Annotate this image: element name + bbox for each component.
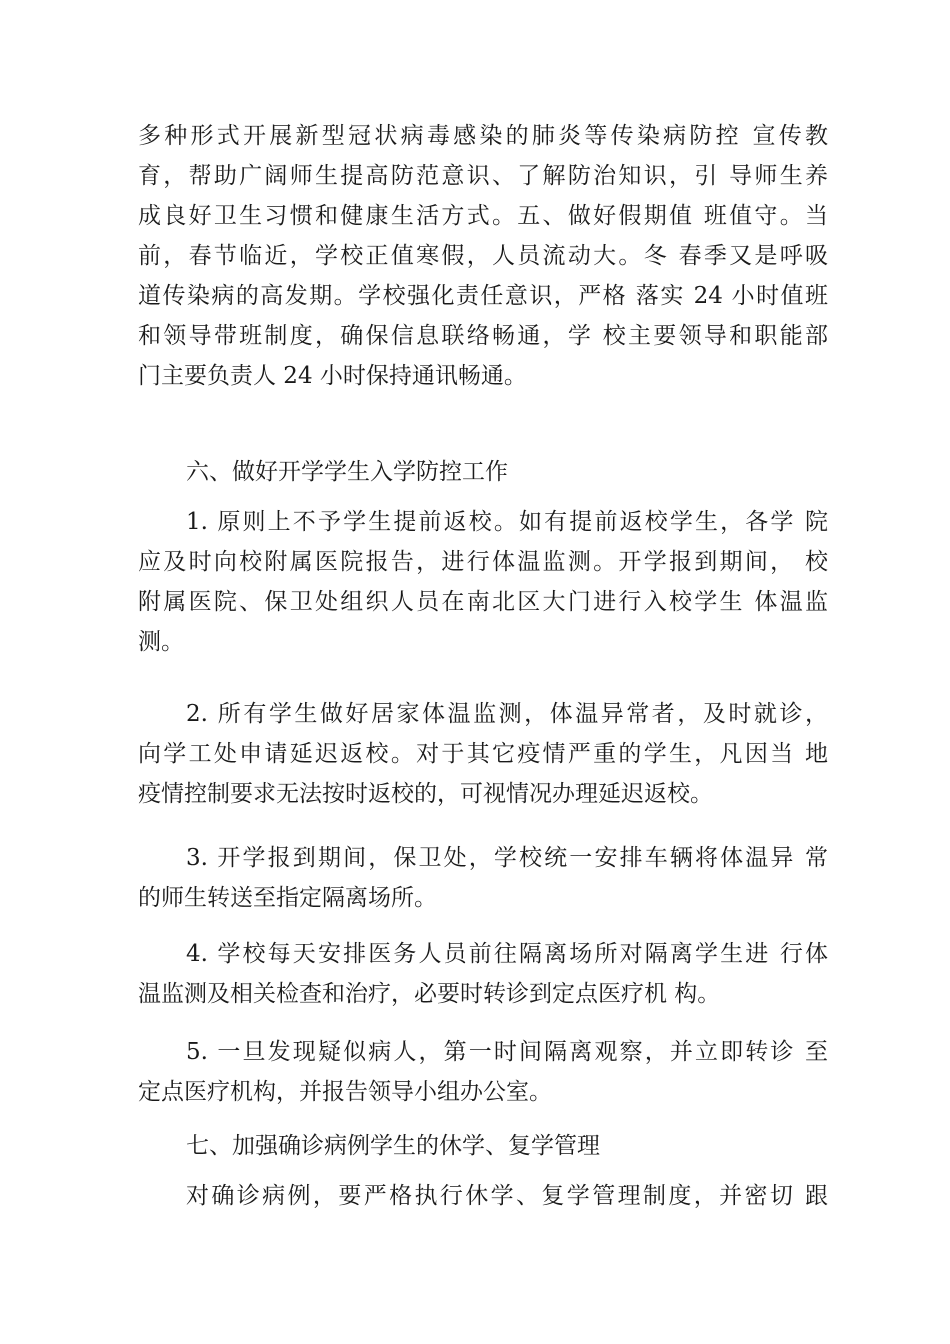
text-line: 5. 一旦发现疑似病人，第一时间隔离观察，并立即转诊 至: [186, 1039, 828, 1065]
text-line: 应及时向校附属医院报告，进行体温监测。开学报到期间， 校: [138, 549, 828, 575]
paragraph-item-3: [138, 838, 828, 918]
paragraph-item-5: [138, 1032, 828, 1112]
section-heading-six: [138, 452, 828, 492]
text-line: 的师生转送至指定隔离场所。: [138, 885, 437, 911]
text-line: 3. 开学报到期间，保卫处，学校统一安排车辆将体温异 常: [186, 845, 828, 871]
paragraph-confirmed-cases: [138, 1176, 828, 1216]
text-line: 成良好卫生习惯和健康生活方式。五、做好假期值 班值守。当: [138, 203, 828, 229]
text-line: 和领导带班制度，确保信息联络畅通，学 校主要领导和职能部: [138, 323, 828, 349]
text-line: 多种形式开展新型冠状病毒感染的肺炎等传染病防控 宣传教: [138, 123, 828, 149]
paragraph-prevention-publicity: [138, 116, 828, 396]
heading-text: 七、加强确诊病例学生的休学、复学管理: [186, 1133, 600, 1159]
text-line: 门主要负责人 24 小时保持通讯畅通。: [138, 363, 527, 389]
text-line: 对确诊病例，要严格执行休学、复学管理制度，并密切 跟: [186, 1183, 828, 1209]
section-heading-seven: [138, 1126, 828, 1166]
text-line: 附属医院、保卫处组织人员在南北区大门进行入校学生 体温监: [138, 589, 828, 615]
paragraph-item-2: [138, 694, 828, 814]
text-line: 道传染病的高发期。学校强化责任意识，严格 落实 24 小时值班: [138, 283, 828, 309]
heading-text: 六、做好开学学生入学防控工作: [186, 459, 508, 485]
text-line: 测。: [138, 629, 184, 655]
text-line: 定点医疗机构，并报告领导小组办公室。: [138, 1079, 552, 1105]
text-line: 疫情控制要求无法按时返校的，可视情况办理延迟返校。: [138, 781, 713, 807]
text-line: 2. 所有学生做好居家体温监测，体温异常者，及时就诊，: [186, 701, 828, 727]
text-line: 温监测及相关检查和治疗，必要时转诊到定点医疗机 构。: [138, 981, 721, 1007]
text-line: 向学工处申请延迟返校。对于其它疫情严重的学生，凡因当 地: [138, 741, 828, 767]
text-line: 4. 学校每天安排医务人员前往隔离场所对隔离学生进 行体: [186, 941, 828, 967]
text-line: 1. 原则上不予学生提前返校。如有提前返校学生，各学 院: [186, 509, 828, 535]
paragraph-item-4: [138, 934, 828, 1014]
text-line: 育，帮助广阔师生提高防范意识、了解防治知识，引 导师生养: [138, 163, 828, 189]
paragraph-item-1: [138, 502, 828, 662]
text-line: 前，春节临近，学校正值寒假，人员流动大。冬 春季又是呼吸: [138, 243, 828, 269]
